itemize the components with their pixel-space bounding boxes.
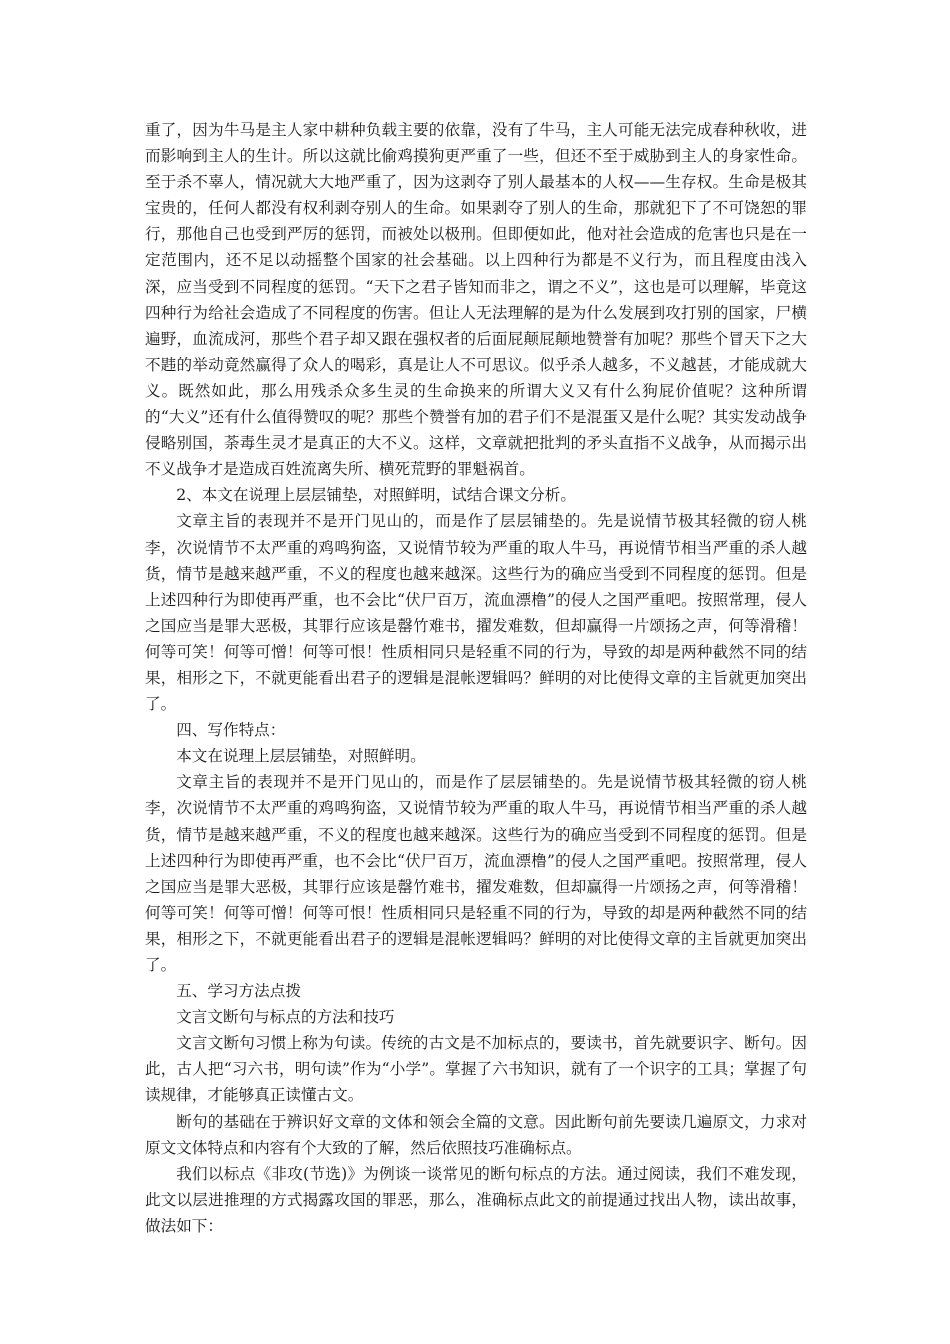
- question-2-answer: 文章主旨的表现并不是开门见山的，而是作了层层铺垫的。先是说情节极其轻微的窃人桃李，次说情节不太严重的鸡鸣狗盗，又说情节较为严重的取人牛马，再说情节相当严重的杀人越货，情节是越来越严重，不义的程度也越来越深。这些行为的确应当受到不同程度的惩罚。但是上述四种行为即使再严重，也不会比“伏尸百万，流血漂橹”的侵人之国严重吧。按照常理，侵人之国应当是罪大恶极，其罪行应该是罄竹难书，擢发难数，但却赢得一片颂扬之声，何等滑稽！何等可笑！何等可憎！何等可恨！性质相同只是轻重不同的行为，导致的却是两种截然不同的结果，相形之下，不就更能看出君子的逻辑是混帐逻辑吗？鲜明的对比使得文章的主旨就更加突出了。: [145, 512, 807, 714]
- section-5-paragraph-2: 断句的基础在于辨识好文章的文体和领会全篇的文意。因此断句前先要读几遍原文，力求对原文文体特点和内容有个大致的了解，然后依照技巧准确标点。: [145, 1112, 807, 1157]
- section-5-subheading: 文言文断句与标点的方法和技巧: [176, 1008, 395, 1027]
- section-5-paragraph-3: 我们以标点《非攻(节选)》为例谈一谈常见的断句标点的方法。通过阅读，我们不难发现，此文以层进推理的方式揭露攻国的罪恶，那么，准确标点此文的前提通过找出人物，读出故事，做法如下：: [145, 1164, 807, 1235]
- section-4-summary: 本文在说理上层层铺垫，对照鲜明。: [176, 747, 426, 766]
- section-5-paragraph-1: 文言文断句习惯上称为句读。传统的古文是不加标点的，要读书，首先就要识字、断句。因此，古人把“习六书，明句读”作为“小学”。掌握了六书知识，就有了一个识字的工具；掌握了句读规律，才能够真正读懂古文。: [145, 1034, 807, 1105]
- question-2-heading: 2、本文在说理上层层铺垫，对照鲜明，试结合课文分析。: [176, 486, 576, 505]
- section-4-body: 文章主旨的表现并不是开门见山的，而是作了层层铺垫的。先是说情节极其轻微的窃人桃李，次说情节不太严重的鸡鸣狗盗，又说情节较为严重的取人牛马，再说情节相当严重的杀人越货，情节是越来越严重，不义的程度也越来越深。这些行为的确应当受到不同程度的惩罚。但是上述四种行为即使再严重，也不会比“伏尸百万，流血漂橹”的侵人之国严重吧。按照常理，侵人之国应当是罪大恶极，其罪行应该是罄竹难书，擢发难数，但却赢得一片颂扬之声，何等滑稽！何等可笑！何等可憎！何等可恨！性质相同只是轻重不同的行为，导致的却是两种截然不同的结果，相形之下，不就更能看出君子的逻辑是混帐逻辑吗？鲜明的对比使得文章的主旨就更加突出了。: [145, 773, 807, 974]
- paragraph-argument-continuation: 重了，因为牛马是主人家中耕种负载主要的依靠，没有了牛马，主人可能无法完成春种秋收，进而影响到主人的生计。所以这就比偷鸡摸狗更严重了一些，但还不至于威胁到主人的身家性命。至于杀不辜人，情况就大大地严重了，因为这剥夺了别人最基本的人权——生存权。生命是极其宝贵的，任何人都没有权利剥夺别人的生命。如果剥夺了别人的生命，那就犯下了不可饶恕的罪行，那他自己也受到严厉的惩罚，而被处以极刑。但即便如此，他对社会造成的危害也只是在一定范围内，还不足以动摇整个国家的社会基础。以上四种行为都是不义行为，而且程度由浅入深，应当受到不同程度的惩罚。“天下之君子皆知而非之，谓之不义”，这也是可以理解，毕竟这四种行为给社会造成了不同程度的伤害。但让人无法理解的是为什么发展到攻打别的国家，尸横遍野，血流成河，那些个君子却又跟在强权者的后面屁颠屁颠地赞誉有加呢？那些个冒天下之大不韪的举动竟然赢得了众人的喝彩，真是让人不可思议。似乎杀人越多，不义越甚，才能成就大义。既然如此，那么用残杀众多生灵的生命换来的所谓大义又有什么狗屁价值呢？这种所谓的“大义”还有什么值得赞叹的呢？那些个赞誉有加的君子们不是混蛋又是什么呢？其实发动战争侵略别国，荼毒生灵才是真正的大不义。这样，文章就把批判的矛头直指不义战争，从而揭示出不义战争才是造成百姓流离失所、横死荒野的罪魁祸首。: [145, 121, 807, 479]
- section-5-heading: 五、学习方法点拨: [176, 982, 301, 1001]
- section-4-heading: 四、写作特点：: [176, 721, 286, 740]
- document-body: [145, 117, 807, 1239]
